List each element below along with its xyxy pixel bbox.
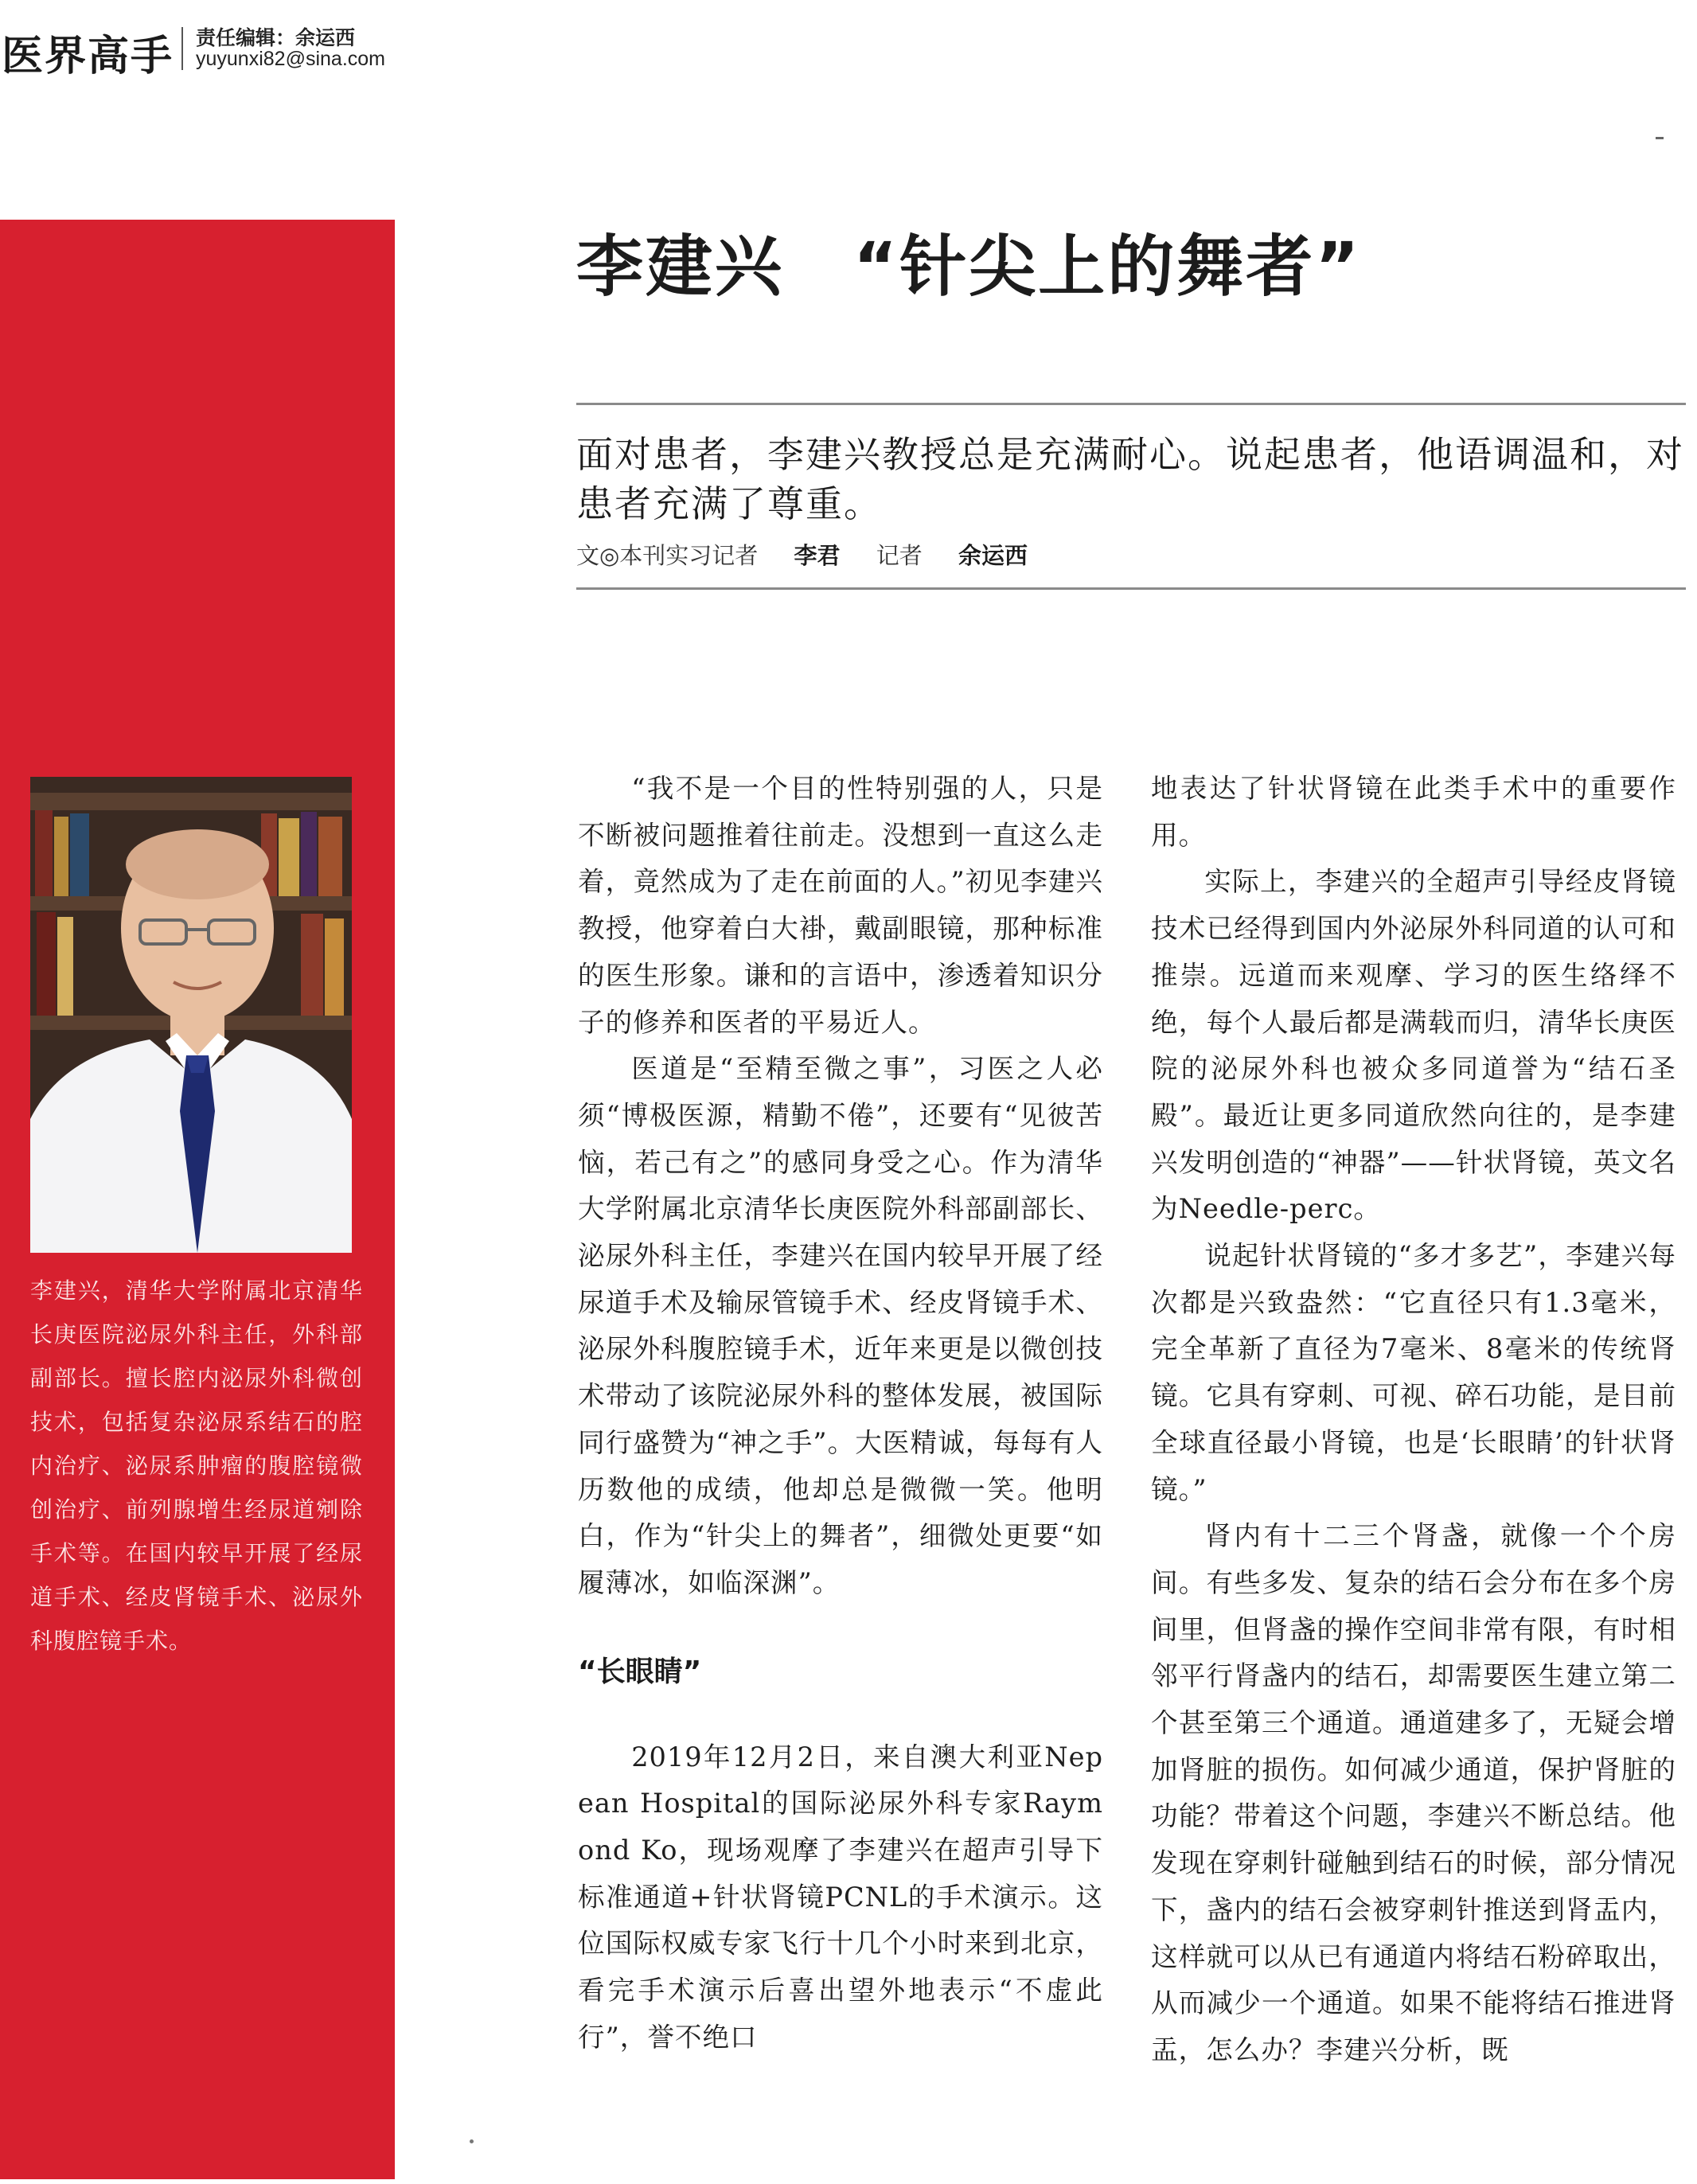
article-title: 李建兴 “针尖上的舞者” xyxy=(576,228,1362,306)
paragraph: 2019年12月2日，来自澳大利亚Nepean Hospital的国际泌尿外科专家Raymond Ko，现场观摩了李建兴在超声引导下标准通道+针状肾镜PCNL的手术演示。这位国际权威专家飞行十几个小时来到北京，看完手术演示后喜出望外地表示“不虚此行”，誉不绝口 xyxy=(578,1741,1103,2053)
byline-author-2: 余运西 xyxy=(958,542,1028,569)
section-subhead: “长眼睛” xyxy=(578,1655,702,1688)
header-divider xyxy=(181,27,183,70)
photo-caption: 李建兴，清华大学附属北京清华长庚医院泌尿外科主任，外科部副部长。擅长腔内泌尿外科微创技术，包括复杂泌尿系结石的腔内治疗、泌尿系肿瘤的腹腔镜微创治疗、前列腺增生经尿道剜除手术等。在国内较早开展了经尿道手术、经皮肾镜手术、泌尿外科腹腔镜手术。 xyxy=(30,1277,363,1654)
section-title: 医界高手 xyxy=(2,33,174,80)
body-column-2 xyxy=(1151,766,1676,2074)
editor-credit: 责任编辑：余运西 xyxy=(196,26,356,49)
lead-top-rule xyxy=(576,403,1686,405)
byline-author-1: 李君 xyxy=(794,542,841,569)
byline-role-2: 记者 xyxy=(876,542,923,569)
paragraph: 地表达了针状肾镜在此类手术中的重要作用。 xyxy=(1151,773,1676,851)
portrait-photo xyxy=(30,777,352,1253)
portrait-illustration xyxy=(30,777,352,1253)
body-column-1 xyxy=(578,766,1103,2061)
paragraph: 实际上，李建兴的全超声引导经皮肾镜技术已经得到国内外泌尿外科同道的认可和推崇。远道而来观摩、学习的医生络绎不绝，每个人最后都是满载而归，清华长庚医院的泌尿外科也被众多同道誉为“结石圣殿”。最近让更多同道欣然向往的，是李建兴发明创造的“神器”——针状肾镜，英文名为Needle-perc。 xyxy=(1151,866,1676,1225)
byline-prefix: 文◎本刊实习记者 xyxy=(576,542,759,569)
lead-bottom-rule xyxy=(576,587,1686,590)
paragraph: 肾内有十二三个肾盏，就像一个个房间。有些多发、复杂的结石会分布在多个房间里，但肾盏的操作空间非常有限，有时相邻平行肾盏内的结石，却需要医生建立第二个甚至第三个通道。通道建多了，无疑会增加肾脏的损伤。如何减少通道，保护肾脏的功能？带着这个问题，李建兴不断总结。他发现在穿刺针碰触到结石的时候，部分情况下，盏内的结石会被穿刺针推送到肾盂内，这样就可以从已有通道内将结石粉碎取出，从而减少一个通道。如果不能将结石推进肾盂，怎么办？李建兴分析，既 xyxy=(1151,1520,1676,2065)
print-speck xyxy=(470,2139,474,2143)
article-lead: 面对患者，李建兴教授总是充满耐心。说起患者，他语调温和，对患者充满了尊重。 xyxy=(576,433,1684,525)
paragraph: 医道是“至精至微之事”，习医之人必须“博极医源，精勤不倦”，还要有“见彼苦恼，若己有之”的感同身受之心。作为清华大学附属北京清华长庚医院外科部副部长、泌尿外科主任，李建兴在国内较早开展了经尿道手术及输尿管镜手术、经皮肾镜手术、泌尿外科腹腔镜手术，近年来更是以微创技术带动了该院泌尿外科的整体发展，被国际同行盛赞为“神之手”。大医精诚，每每有人历数他的成绩，他却总是微微一笑。他明白，作为“针尖上的舞者”，细微处更要“如履薄冰，如临深渊”。 xyxy=(578,1053,1103,1598)
editor-email: yuyunxi82@sina.com xyxy=(196,48,385,70)
byline xyxy=(576,538,1028,571)
print-mark xyxy=(1656,137,1664,139)
paragraph: 说起针状肾镜的“多才多艺”，李建兴每次都是兴致盎然：“它直径只有1.3毫米，完全革新了直径为7毫米、8毫米的传统肾镜。它具有穿刺、可视、碎石功能，是目前全球直径最小肾镜，也是‘长眼睛’的针状肾镜。” xyxy=(1151,1240,1676,1505)
paragraph: “我不是一个目的性特别强的人，只是不断被问题推着往前走。没想到一直这么走着，竟然成为了走在前面的人。”初见李建兴教授，他穿着白大褂，戴副眼镜，那种标准的医生形象。谦和的言语中，渗透着知识分子的修养和医者的平易近人。 xyxy=(578,773,1103,1038)
